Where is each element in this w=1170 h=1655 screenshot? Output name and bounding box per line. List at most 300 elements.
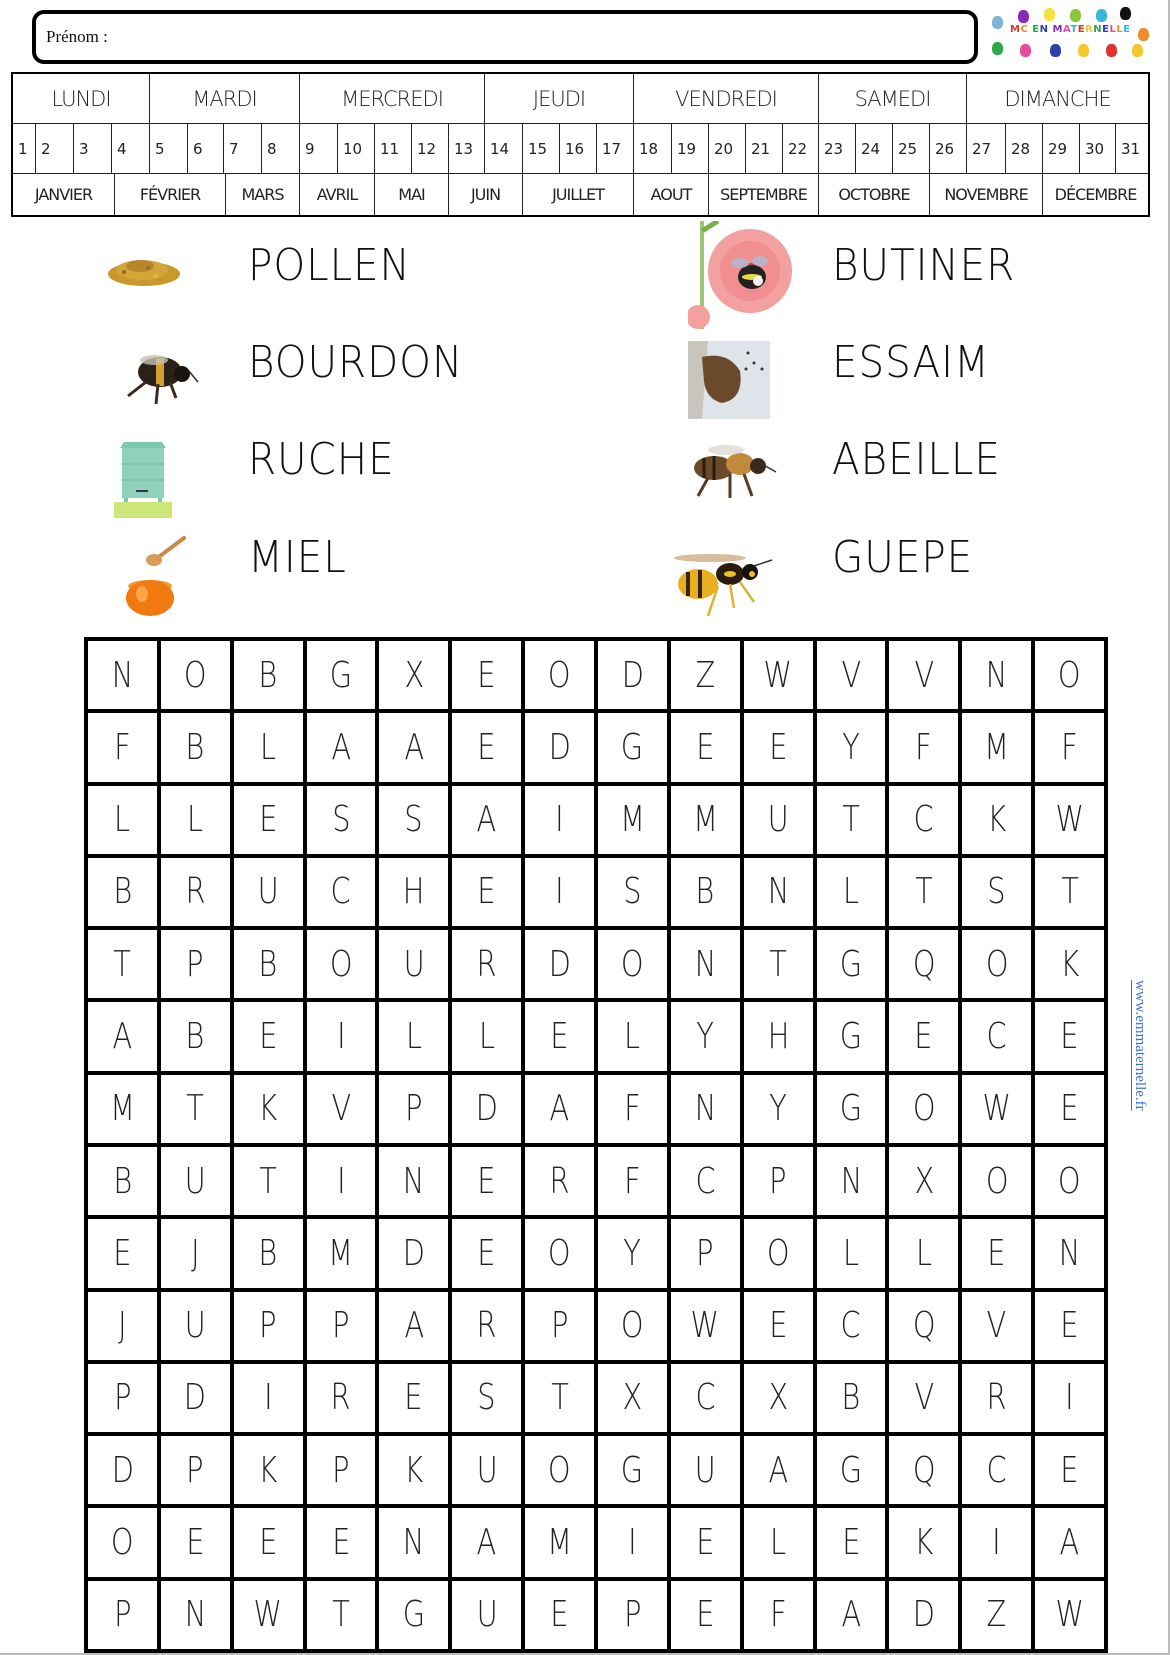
- grid-letter: X: [622, 1377, 643, 1419]
- grid-cell[interactable]: [817, 1364, 886, 1432]
- date-number[interactable]: 1: [13, 124, 36, 174]
- grid-letter: D: [184, 1377, 207, 1419]
- grid-cell[interactable]: [1035, 1292, 1104, 1360]
- grid-cell[interactable]: [452, 858, 521, 926]
- date-number[interactable]: 30: [1080, 124, 1116, 174]
- day-thursday[interactable]: JEUDI: [485, 74, 634, 124]
- grid-letter: E: [696, 1522, 715, 1564]
- day-saturday[interactable]: SAMEDI: [819, 74, 967, 124]
- grid-cell[interactable]: [234, 713, 303, 781]
- grid-cell[interactable]: [307, 930, 376, 998]
- grid-cell[interactable]: [88, 1581, 157, 1649]
- grid-cell[interactable]: [744, 1147, 813, 1215]
- grid-letter: P: [186, 943, 204, 985]
- grid-cell[interactable]: [744, 786, 813, 854]
- grid-cell[interactable]: [598, 858, 667, 926]
- grid-cell[interactable]: [234, 1581, 303, 1649]
- grid-cell[interactable]: [379, 786, 448, 854]
- grid-cell[interactable]: [379, 713, 448, 781]
- grid-letter: O: [1058, 654, 1081, 696]
- grid-cell[interactable]: [962, 1436, 1031, 1504]
- grid-cell[interactable]: [452, 786, 521, 854]
- date-number[interactable]: 21: [746, 124, 783, 174]
- grid-cell[interactable]: [452, 1508, 521, 1576]
- grid-cell[interactable]: [744, 1581, 813, 1649]
- grid-cell[interactable]: [744, 1436, 813, 1504]
- name-input[interactable]: [114, 14, 974, 60]
- grid-cell[interactable]: [962, 930, 1031, 998]
- grid-cell[interactable]: [1035, 1364, 1104, 1432]
- grid-cell[interactable]: [379, 1147, 448, 1215]
- grid-letter: U: [476, 1594, 498, 1636]
- grid-cell[interactable]: [671, 786, 740, 854]
- grid-cell[interactable]: [307, 1581, 376, 1649]
- grid-cell[interactable]: [161, 930, 230, 998]
- date-number[interactable]: 24: [856, 124, 893, 174]
- month-october[interactable]: OCTOBRE: [819, 174, 930, 215]
- hand-icon: [1120, 7, 1131, 20]
- grid-letter: A: [403, 726, 424, 768]
- grid-letter: B: [112, 871, 132, 913]
- grid-cell[interactable]: [744, 641, 813, 709]
- grid-cell[interactable]: [671, 713, 740, 781]
- grid-cell[interactable]: [234, 641, 303, 709]
- grid-cell[interactable]: [889, 1147, 958, 1215]
- grid-letter: F: [915, 726, 933, 768]
- month-september[interactable]: SEPTEMBRE: [709, 174, 819, 215]
- grid-cell[interactable]: [161, 1075, 230, 1143]
- day-sunday[interactable]: DIMANCHE: [967, 74, 1148, 124]
- date-number[interactable]: 26: [930, 124, 967, 174]
- grid-cell[interactable]: [598, 786, 667, 854]
- grid-cell[interactable]: [452, 1292, 521, 1360]
- grid-cell[interactable]: [525, 1219, 594, 1287]
- grid-letter: A: [841, 1594, 861, 1636]
- grid-cell[interactable]: [161, 1508, 230, 1576]
- date-number[interactable]: 17: [597, 124, 634, 174]
- grid-cell[interactable]: [962, 858, 1031, 926]
- grid-letter: D: [402, 1232, 425, 1274]
- grid-cell[interactable]: [744, 1219, 813, 1287]
- grid-cell[interactable]: [525, 1364, 594, 1432]
- grid-cell[interactable]: [307, 786, 376, 854]
- day-friday[interactable]: VENDREDI: [634, 74, 819, 124]
- date-number[interactable]: 7: [224, 124, 262, 174]
- grid-cell[interactable]: [161, 1292, 230, 1360]
- grid-cell[interactable]: [598, 641, 667, 709]
- grid-cell[interactable]: [88, 930, 157, 998]
- grid-cell[interactable]: [452, 1436, 521, 1504]
- grid-cell[interactable]: [379, 641, 448, 709]
- grid-cell[interactable]: [161, 1436, 230, 1504]
- grid-cell[interactable]: [234, 1075, 303, 1143]
- grid-cell[interactable]: [379, 1002, 448, 1070]
- date-number[interactable]: 12: [412, 124, 449, 174]
- grid-cell[interactable]: [1035, 1147, 1104, 1215]
- date-number[interactable]: 9: [300, 124, 338, 174]
- grid-cell[interactable]: [452, 1075, 521, 1143]
- grid-cell[interactable]: [744, 1364, 813, 1432]
- grid-cell[interactable]: [671, 1364, 740, 1432]
- date-number[interactable]: 8: [262, 124, 300, 174]
- grid-cell[interactable]: [817, 930, 886, 998]
- grid-letter: O: [1058, 1160, 1081, 1202]
- grid-cell[interactable]: [307, 858, 376, 926]
- grid-cell[interactable]: [962, 1147, 1031, 1215]
- grid-cell[interactable]: [598, 1508, 667, 1576]
- grid-cell[interactable]: [307, 1075, 376, 1143]
- grid-cell[interactable]: [817, 1508, 886, 1576]
- vocab-word-abeille: ABEILLE: [832, 434, 1001, 485]
- grid-cell[interactable]: [234, 930, 303, 998]
- grid-cell[interactable]: [307, 1147, 376, 1215]
- grid-cell[interactable]: [671, 1581, 740, 1649]
- month-february[interactable]: FÉVRIER: [115, 174, 226, 215]
- grid-cell[interactable]: [962, 1219, 1031, 1287]
- date-number[interactable]: 2: [36, 124, 74, 174]
- grid-cell[interactable]: [671, 1002, 740, 1070]
- grid-letter: P: [113, 1594, 132, 1636]
- grid-cell[interactable]: [525, 641, 594, 709]
- grid-cell[interactable]: [379, 858, 448, 926]
- grid-cell[interactable]: [1035, 858, 1104, 926]
- grid-cell[interactable]: [1035, 786, 1104, 854]
- grid-cell[interactable]: [452, 641, 521, 709]
- grid-cell[interactable]: [88, 1075, 157, 1143]
- vocab-word-guepe: GUEPE: [832, 532, 974, 583]
- grid-cell[interactable]: [889, 713, 958, 781]
- grid-cell[interactable]: [1035, 930, 1104, 998]
- date-number[interactable]: 4: [112, 124, 150, 174]
- date-number[interactable]: 19: [672, 124, 709, 174]
- grid-cell[interactable]: [525, 1075, 594, 1143]
- month-april[interactable]: AVRIL: [300, 174, 375, 215]
- grid-letter: S: [623, 871, 642, 913]
- grid-letter: Z: [695, 654, 716, 696]
- grid-cell[interactable]: [889, 1002, 958, 1070]
- grid-cell[interactable]: [525, 1508, 594, 1576]
- grid-cell[interactable]: [525, 1002, 594, 1070]
- grid-cell[interactable]: [962, 713, 1031, 781]
- date-number[interactable]: 25: [893, 124, 930, 174]
- grid-cell[interactable]: [452, 930, 521, 998]
- grid-cell[interactable]: [962, 1581, 1031, 1649]
- grid-cell[interactable]: [671, 1147, 740, 1215]
- grid-letter: C: [695, 1377, 716, 1419]
- grid-cell[interactable]: [671, 1292, 740, 1360]
- grid-cell[interactable]: [161, 858, 230, 926]
- grid-cell[interactable]: [817, 1581, 886, 1649]
- grid-cell[interactable]: [1035, 1219, 1104, 1287]
- grid-cell[interactable]: [598, 1147, 667, 1215]
- month-june[interactable]: JUIN: [449, 174, 523, 215]
- grid-letter: E: [477, 1232, 496, 1274]
- grid-cell[interactable]: [234, 1002, 303, 1070]
- grid-cell[interactable]: [379, 1075, 448, 1143]
- grid-cell[interactable]: [525, 930, 594, 998]
- grid-letter: W: [1055, 1594, 1084, 1636]
- grid-cell[interactable]: [307, 641, 376, 709]
- date-number[interactable]: 23: [819, 124, 856, 174]
- grid-cell[interactable]: [962, 1292, 1031, 1360]
- month-january[interactable]: JANVIER: [13, 174, 115, 215]
- grid-letter: M: [984, 726, 1010, 768]
- grid-cell[interactable]: [525, 786, 594, 854]
- grid-cell[interactable]: [744, 1002, 813, 1070]
- grid-cell[interactable]: [525, 1292, 594, 1360]
- grid-cell[interactable]: [598, 1075, 667, 1143]
- grid-cell[interactable]: [307, 713, 376, 781]
- grid-letter: O: [183, 654, 207, 696]
- month-august[interactable]: AOUT: [634, 174, 709, 215]
- grid-cell[interactable]: [379, 1219, 448, 1287]
- grid-letter: K: [987, 799, 1007, 841]
- grid-cell[interactable]: [88, 1219, 157, 1287]
- grid-cell[interactable]: [817, 1002, 886, 1070]
- month-march[interactable]: MARS: [226, 174, 300, 215]
- grid-cell[interactable]: [88, 786, 157, 854]
- grid-cell[interactable]: [889, 930, 958, 998]
- grid-cell[interactable]: [744, 1075, 813, 1143]
- day-monday[interactable]: LUNDI: [13, 74, 150, 124]
- grid-cell[interactable]: [452, 1002, 521, 1070]
- date-number[interactable]: 14: [485, 124, 523, 174]
- grid-cell[interactable]: [671, 641, 740, 709]
- grid-cell[interactable]: [962, 786, 1031, 854]
- grid-cell[interactable]: [671, 1508, 740, 1576]
- grid-cell[interactable]: [525, 858, 594, 926]
- grid-letter: I: [628, 1522, 637, 1564]
- grid-letter: U: [403, 943, 425, 985]
- grid-cell[interactable]: [307, 1508, 376, 1576]
- grid-letter: N: [985, 654, 1008, 696]
- date-number[interactable]: 3: [74, 124, 112, 174]
- grid-cell[interactable]: [88, 1292, 157, 1360]
- grid-cell[interactable]: [307, 1364, 376, 1432]
- grid-letter: I: [555, 871, 564, 913]
- grid-cell[interactable]: [889, 1075, 958, 1143]
- grid-cell[interactable]: [307, 1436, 376, 1504]
- grid-letter: L: [915, 1232, 932, 1274]
- grid-cell[interactable]: [598, 713, 667, 781]
- grid-letter: E: [477, 871, 496, 913]
- grid-cell[interactable]: [452, 713, 521, 781]
- grid-cell[interactable]: [234, 1292, 303, 1360]
- grid-cell[interactable]: [161, 641, 230, 709]
- date-number[interactable]: 5: [150, 124, 188, 174]
- website-watermark-link[interactable]: www.emmaternelle.fr: [1132, 980, 1148, 1111]
- grid-cell[interactable]: [962, 1364, 1031, 1432]
- grid-cell[interactable]: [598, 1581, 667, 1649]
- date-number[interactable]: 16: [560, 124, 597, 174]
- grid-cell[interactable]: [161, 1581, 230, 1649]
- grid-cell[interactable]: [598, 1292, 667, 1360]
- grid-cell[interactable]: [598, 1364, 667, 1432]
- grid-cell[interactable]: [1035, 1075, 1104, 1143]
- grid-cell[interactable]: [817, 1436, 886, 1504]
- grid-cell[interactable]: [1035, 1581, 1104, 1649]
- grid-cell[interactable]: [744, 930, 813, 998]
- date-number[interactable]: 18: [634, 124, 672, 174]
- grid-cell[interactable]: [962, 1002, 1031, 1070]
- grid-cell[interactable]: [161, 1364, 230, 1432]
- grid-cell[interactable]: [307, 1002, 376, 1070]
- grid-cell[interactable]: [307, 1292, 376, 1360]
- grid-letter: P: [113, 1377, 132, 1419]
- month-november[interactable]: NOVEMBRE: [930, 174, 1043, 215]
- grid-letter: L: [624, 1016, 641, 1058]
- grid-cell[interactable]: [88, 1002, 157, 1070]
- grid-cell[interactable]: [525, 1436, 594, 1504]
- grid-cell[interactable]: [598, 930, 667, 998]
- grid-letter: L: [114, 799, 131, 841]
- month-july[interactable]: JUILLET: [523, 174, 634, 215]
- date-number[interactable]: 29: [1043, 124, 1080, 174]
- grid-cell[interactable]: [379, 1292, 448, 1360]
- date-number[interactable]: 15: [523, 124, 560, 174]
- grid-cell[interactable]: [234, 1219, 303, 1287]
- grid-cell[interactable]: [525, 713, 594, 781]
- grid-cell[interactable]: [161, 1147, 230, 1215]
- grid-cell[interactable]: [962, 641, 1031, 709]
- grid-cell[interactable]: [234, 1364, 303, 1432]
- grid-cell[interactable]: [889, 1364, 958, 1432]
- grid-cell[interactable]: [817, 1147, 886, 1215]
- grid-cell[interactable]: [598, 1219, 667, 1287]
- grid-cell[interactable]: [1035, 641, 1104, 709]
- grid-cell[interactable]: [817, 858, 886, 926]
- grid-cell[interactable]: [88, 1364, 157, 1432]
- grid-cell[interactable]: [88, 858, 157, 926]
- grid-cell[interactable]: [452, 1364, 521, 1432]
- grid-letter: Q: [912, 1305, 936, 1347]
- grid-letter: W: [253, 1594, 283, 1636]
- grid-cell[interactable]: [598, 1436, 667, 1504]
- grid-cell[interactable]: [817, 1219, 886, 1287]
- date-number[interactable]: 22: [783, 124, 819, 174]
- grid-cell[interactable]: [525, 1147, 594, 1215]
- grid-cell[interactable]: [671, 858, 740, 926]
- grid-cell[interactable]: [671, 1436, 740, 1504]
- grid-cell[interactable]: [962, 1508, 1031, 1576]
- date-number[interactable]: 27: [967, 124, 1006, 174]
- grid-letter: A: [331, 726, 351, 768]
- grid-cell[interactable]: [1035, 1508, 1104, 1576]
- grid-letter: V: [331, 1088, 351, 1130]
- grid-letter: U: [184, 1160, 206, 1202]
- grid-cell[interactable]: [817, 1292, 886, 1360]
- name-label: Prénom :: [46, 27, 108, 46]
- grid-letter: X: [913, 1160, 934, 1202]
- grid-cell[interactable]: [744, 713, 813, 781]
- grid-cell[interactable]: [88, 713, 157, 781]
- grid-cell[interactable]: [889, 1219, 958, 1287]
- grid-cell[interactable]: [744, 1292, 813, 1360]
- grid-cell[interactable]: [452, 1219, 521, 1287]
- grid-cell[interactable]: [817, 713, 886, 781]
- grid-cell[interactable]: [889, 786, 958, 854]
- grid-cell[interactable]: [817, 1075, 886, 1143]
- grid-cell[interactable]: [379, 1436, 448, 1504]
- month-december[interactable]: DÉCEMBRE: [1054, 185, 1137, 204]
- grid-cell[interactable]: [161, 713, 230, 781]
- grid-cell[interactable]: [234, 786, 303, 854]
- grid-letter: N: [184, 1594, 207, 1636]
- grid-cell[interactable]: [379, 1364, 448, 1432]
- grid-cell[interactable]: [889, 1292, 958, 1360]
- grid-cell[interactable]: [234, 1508, 303, 1576]
- grid-cell[interactable]: [88, 1147, 157, 1215]
- date-number[interactable]: 20: [709, 124, 746, 174]
- grid-cell[interactable]: [307, 1219, 376, 1287]
- grid-cell[interactable]: [671, 1219, 740, 1287]
- date-number[interactable]: 10: [338, 124, 375, 174]
- grid-cell[interactable]: [889, 1508, 958, 1576]
- grid-cell[interactable]: [234, 1147, 303, 1215]
- day-wednesday[interactable]: MERCREDI: [300, 74, 485, 124]
- grid-cell[interactable]: [744, 858, 813, 926]
- grid-letter: F: [769, 1594, 787, 1636]
- grid-cell[interactable]: [889, 1581, 958, 1649]
- grid-cell[interactable]: [889, 858, 958, 926]
- grid-cell[interactable]: [161, 1219, 230, 1287]
- date-number[interactable]: 31: [1116, 124, 1148, 174]
- grid-cell[interactable]: [452, 1581, 521, 1649]
- grid-letter: N: [111, 654, 134, 696]
- grid-cell[interactable]: [889, 1436, 958, 1504]
- grid-cell[interactable]: [234, 1436, 303, 1504]
- grid-cell[interactable]: [1035, 713, 1104, 781]
- grid-cell[interactable]: [744, 1508, 813, 1576]
- grid-letter: E: [1060, 1449, 1079, 1491]
- grid-cell[interactable]: [379, 1581, 448, 1649]
- grid-cell[interactable]: [88, 1436, 157, 1504]
- grid-cell[interactable]: [598, 1002, 667, 1070]
- month-may[interactable]: MAI: [375, 174, 449, 215]
- grid-cell[interactable]: [88, 641, 157, 709]
- grid-cell[interactable]: [161, 786, 230, 854]
- grid-cell[interactable]: [234, 858, 303, 926]
- grid-cell[interactable]: [161, 1002, 230, 1070]
- grid-letter: T: [259, 1160, 277, 1202]
- grid-cell[interactable]: [889, 641, 958, 709]
- grid-letter: K: [1060, 943, 1079, 985]
- grid-cell[interactable]: [452, 1147, 521, 1215]
- grid-cell[interactable]: [379, 930, 448, 998]
- grid-cell[interactable]: [817, 786, 886, 854]
- day-tuesday[interactable]: MARDI: [150, 74, 300, 124]
- date-number[interactable]: 28: [1006, 124, 1043, 174]
- grid-cell[interactable]: [962, 1075, 1031, 1143]
- grid-cell[interactable]: [88, 1508, 157, 1576]
- grid-cell[interactable]: [1035, 1002, 1104, 1070]
- grid-cell[interactable]: [671, 1075, 740, 1143]
- grid-cell[interactable]: [671, 930, 740, 998]
- date-number[interactable]: 6: [188, 124, 224, 174]
- hand-icon: [992, 42, 1003, 55]
- grid-letter: E: [987, 1232, 1006, 1274]
- date-number[interactable]: 11: [375, 124, 412, 174]
- grid-cell[interactable]: [817, 641, 886, 709]
- date-number[interactable]: 13: [449, 124, 485, 174]
- grid-cell[interactable]: [525, 1581, 594, 1649]
- grid-letter: A: [476, 799, 497, 841]
- grid-letter: E: [477, 654, 496, 696]
- grid-cell[interactable]: [379, 1508, 448, 1576]
- grid-letter: A: [476, 1522, 497, 1564]
- grid-cell[interactable]: [1035, 1436, 1104, 1504]
- grid-letter: G: [839, 1016, 863, 1058]
